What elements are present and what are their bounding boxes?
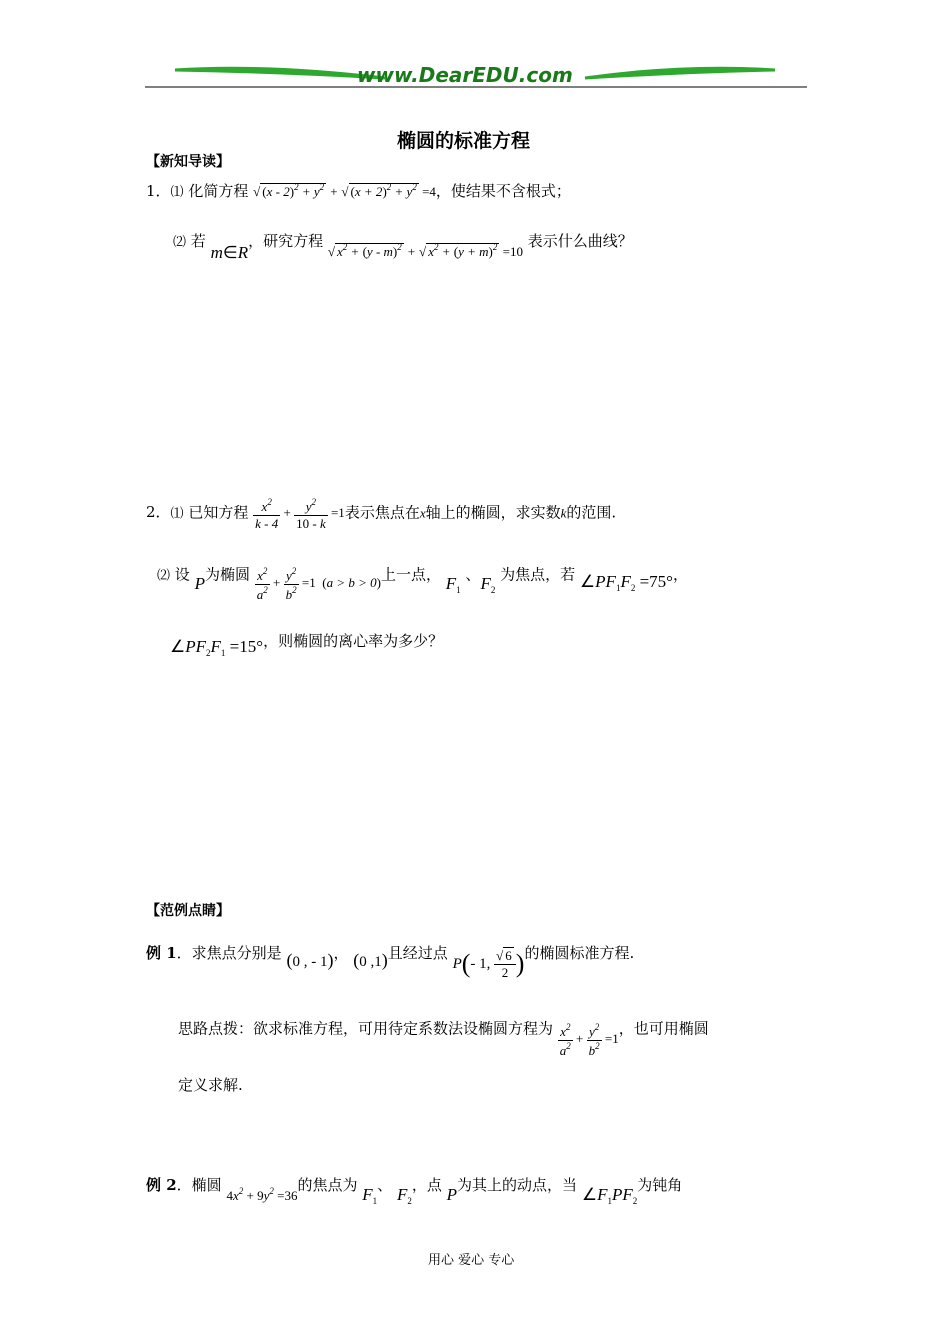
question-text-after: ，使结果不含根式； [435, 182, 571, 200]
question-text: 化简方程 [188, 182, 249, 200]
focus-point-1: (0 , - 1) [286, 949, 334, 970]
part-label: ⑴ [170, 506, 184, 522]
example-1-hint-line-2: 定义求解. [178, 1076, 243, 1094]
question-text-after: 表示什么曲线？ [527, 232, 633, 250]
hint-text: 思路点拨：欲求标准方程，可用待定系数法设椭圆方程为 [178, 1019, 554, 1038]
example-text-after: 为钝角 [637, 1176, 683, 1194]
question-text-mid-2: 上一点， [380, 565, 441, 584]
variable-p: P [194, 574, 205, 594]
example-text-after: 的椭圆标准方程. [524, 943, 635, 962]
section-label-examples: 【范例点睛】 [146, 903, 230, 919]
example-text-mid-3: 为其上的动点，当 [457, 1176, 578, 1194]
example-text-mid: 的焦点为 [297, 1176, 358, 1194]
question-text-after: 表示焦点在 [344, 503, 420, 522]
equation-ellipse-36: $4x^2 + 9y^2 =36$ [226, 1186, 298, 1203]
angle-pf2f1: $\angle PF_2F_1 =15^\circ$ [170, 637, 264, 658]
variable-k: k [560, 505, 567, 521]
question-1-part-2 [173, 230, 633, 262]
focus-point-2: (0 ,1) [353, 949, 388, 970]
question-2-part-2-line-2 [170, 630, 444, 658]
question-text-after: ，则椭圆的离心率为多少？ [263, 632, 444, 650]
point-p: P(- 1, $\frac{√ 6}{2}$ ) [452, 948, 525, 980]
section-label-new-knowledge: 【新知导读】 [146, 154, 230, 170]
question-1-part-1 [146, 180, 571, 201]
question-text: 已知方程 [188, 503, 249, 522]
example-1 [146, 938, 635, 980]
question-text-after-2: 轴上的椭圆，求实数 [425, 503, 561, 522]
angle-pf1f2: $\angle PF_1F_2 =75^\circ$ [579, 572, 673, 594]
equation-m-in-r: m∈R [210, 243, 249, 262]
question-text: 若 [190, 232, 206, 250]
example-1-hint [178, 1012, 709, 1058]
example-2 [146, 1174, 683, 1206]
angle-f1pf2: $\angle F_1PF_2$ [581, 1185, 638, 1206]
variable-p: P [446, 1185, 458, 1204]
variable-x: x [419, 505, 426, 521]
example-text-mid: 且经过点 [387, 943, 448, 962]
equation-ellipse-k: $\frac{x^2}{k - 4}$ + $\frac{y^2}{10 - k}$ =1 [255, 497, 345, 531]
focus-f1: $F_1$ [445, 574, 461, 596]
example-text-mid-2: ，点 [411, 1176, 442, 1194]
part-label: ⑴ [170, 185, 184, 200]
header-logo-text: www.DearEDU.com [357, 63, 573, 87]
part-label: ⑵ [157, 568, 171, 584]
separator: 、 [465, 565, 481, 584]
example-text: ．椭圆 [176, 1176, 222, 1194]
left-swoosh [175, 68, 385, 78]
equation-radicals: √ $(x - 2)^2 + y^2$ + √ $(x + 2)^2 + y^2 =4$ [253, 182, 436, 199]
part-label: ⑵ [173, 235, 187, 250]
question-number: 2． [146, 503, 171, 522]
equation-ellipse: $\frac{x^2}{a^2}$ + $\frac{y^2}{b^2}$ =1 (a > b > 0) [256, 566, 381, 602]
separator: 、 [377, 1176, 393, 1194]
right-swoosh [585, 68, 775, 78]
separator: ， [333, 943, 349, 962]
question-number: 1． [146, 182, 171, 200]
page-footer: 用心 爱心 专心 [428, 1253, 515, 1268]
question-text-mid-4: 为焦点，若 [500, 565, 576, 584]
focus-f2: $F_2$ [480, 574, 496, 596]
question-text-mid: ，研究方程 [248, 232, 324, 250]
example-number: 例 1 [146, 943, 177, 962]
equation-ellipse-general: $\frac{x^2}{a^2}$ + $\frac{y^2}{b^2}$ =1 [559, 1022, 619, 1058]
page-title: 椭圆的标准方程 [397, 130, 531, 152]
question-2-part-2: ⑵ 设 P为椭圆 $\frac{x^2}{a^2}$ + $\frac{y^2}{b^2}$ =1 (a > b > 0)上一点， $F_1$ 、$F_2$ 为焦点，若 $\angle PF_1F_2 =75^\circ$， [157, 565, 688, 602]
hint-text-after: ，也可用椭圆 [618, 1019, 709, 1038]
focus-f1: $F_1$ [362, 1185, 378, 1206]
question-text-after-3: 的范围. [566, 503, 617, 522]
focus-f2: $F_2$ [396, 1185, 412, 1206]
question-2-part-1 [146, 497, 616, 532]
example-number: 例 2 [146, 1176, 177, 1194]
equation-radicals-m: √ $x^2 + (y - m)^2$ + √ $x^2 + (y + m)^2 =10$ [327, 242, 523, 259]
question-text: 设 [174, 565, 190, 584]
example-text: ．求焦点分别是 [176, 943, 282, 962]
question-text-mid: 为椭圆 [204, 565, 250, 584]
